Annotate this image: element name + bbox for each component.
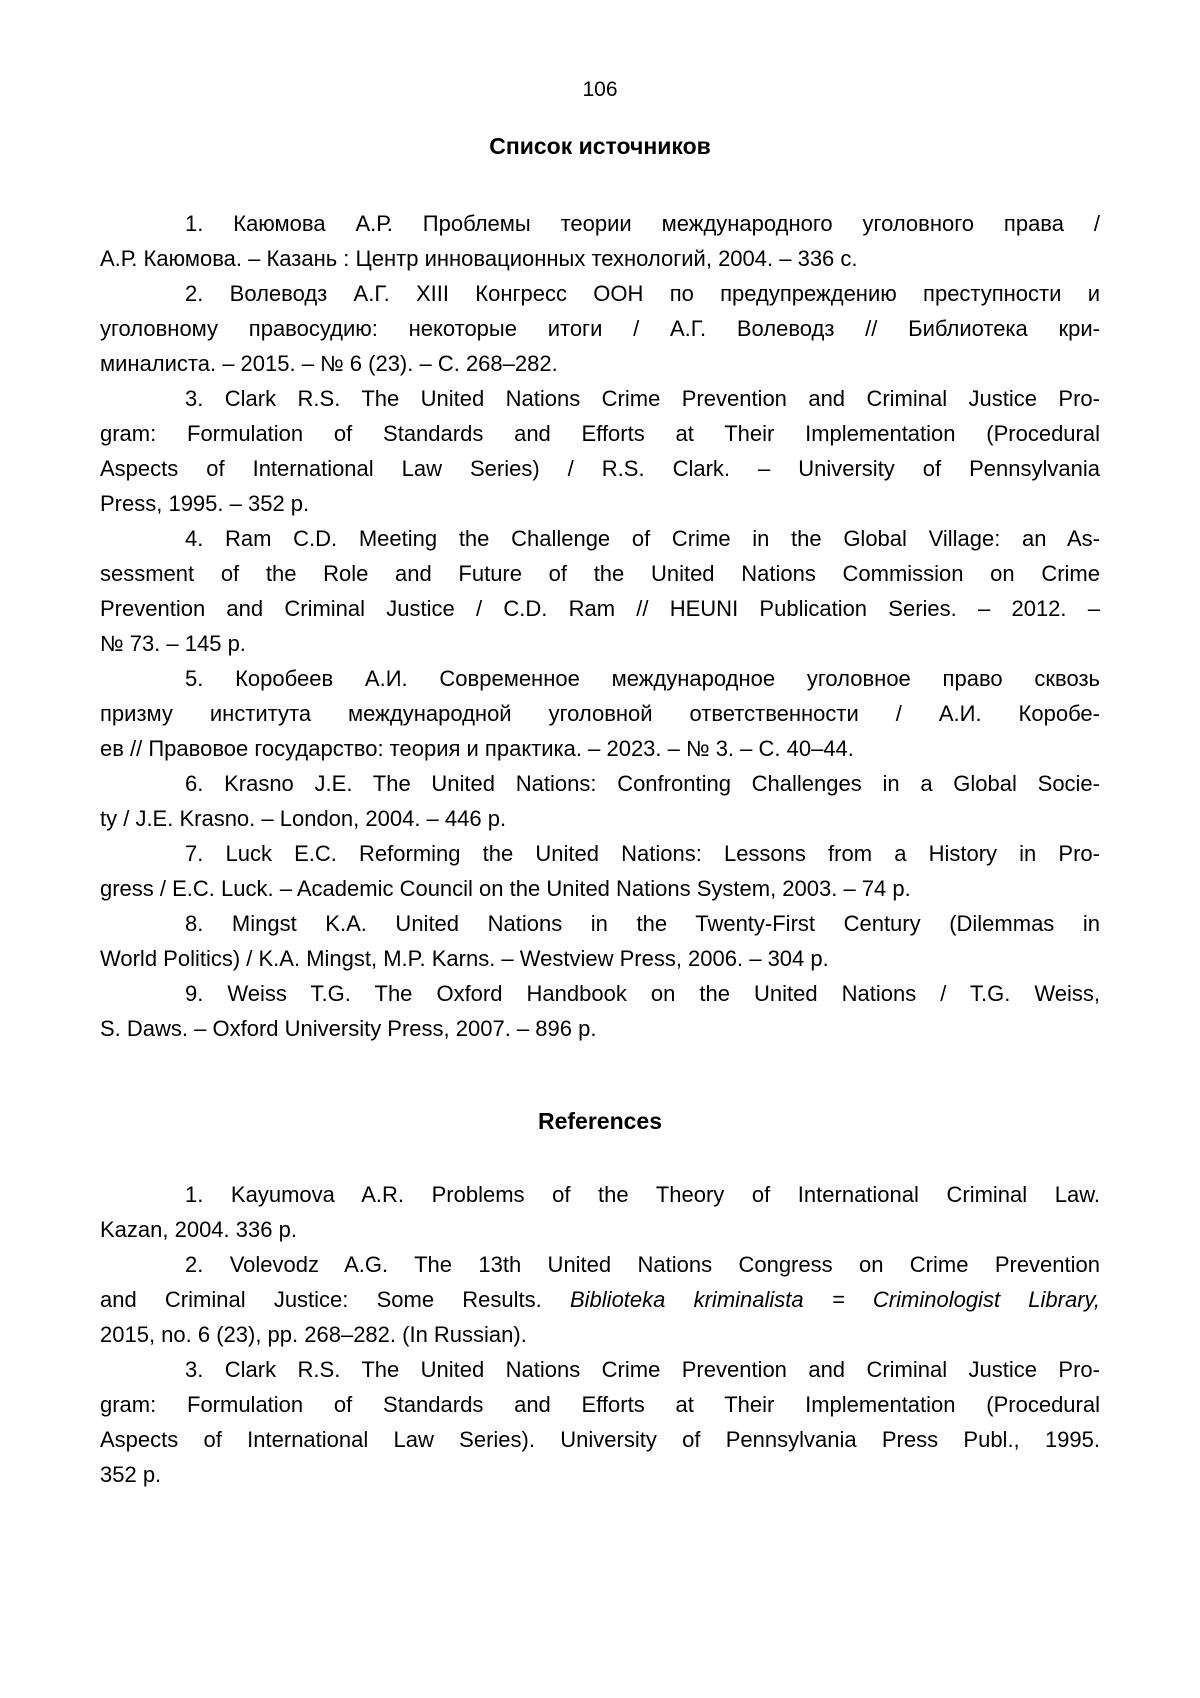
reference-entry [100,836,1100,906]
reference-line [100,521,1100,556]
text-segment: 4. Ram C.D. Meeting the Challenge of Crime in the Global Village: an As- [185,526,1100,551]
text-segment: 3. Clark R.S. The United Nations Crime Prevention and Criminal Justice Pro- [185,386,1100,411]
text-segment: 2. Volevodz A.G. The 13th United Nations Congress on Crime Prevention [185,1252,1100,1277]
text-segment: 1. Каюмова А.Р. Проблемы теории международного уголовного права / [185,211,1100,236]
text-segment: уголовному правосудию: некоторые итоги / А.Г. Волеводз // Библиотека кри- [100,316,1100,341]
reference-entry [100,906,1100,976]
text-segment: № 73. – 145 p. [100,631,246,656]
reference-line [100,451,1100,486]
text-segment: 2. Волеводз А.Г. XIII Конгресс ООН по предупреждению преступности и [185,281,1100,306]
text-segment: gram: Formulation of Standards and Efforts at Their Implementation (Procedural [100,1392,1100,1417]
text-segment: and Criminal Justice: Some Results. [100,1287,570,1312]
reference-line [100,626,1100,661]
reference-line [100,871,1100,906]
text-segment: Press, 1995. – 352 p. [100,491,310,516]
reference-list-russian [100,206,1100,1046]
reference-entry [100,766,1100,836]
reference-line [100,1352,1100,1387]
reference-line [100,661,1100,696]
reference-entry [100,661,1100,766]
text-segment: Prevention and Criminal Justice / C.D. Ram // HEUNI Publication Series. – 2012. – [100,596,1100,621]
heading-russian-sources: Список источников [489,133,711,159]
reference-entry [100,1177,1100,1247]
reference-entry [100,1247,1100,1352]
reference-entry [100,521,1100,661]
reference-line [100,591,1100,626]
text-segment: ty / J.E. Krasno. – London, 2004. – 446 p. [100,806,507,831]
text-segment: ев // Правовое государство: теория и практика. – 2023. – № 3. – С. 40–44. [100,736,854,761]
text-segment: призму института международной уголовной ответственности / А.И. Коробе- [100,701,1100,726]
reference-line [100,836,1100,871]
text-segment: 7. Luck E.C. Reforming the United Nations: Lessons from a History in Pro- [185,841,1100,866]
reference-line [100,311,1100,346]
reference-entry [100,1352,1100,1492]
text-segment: 8. Mingst K.A. United Nations in the Twenty-First Century (Dilemmas in [185,911,1100,936]
text-segment: sessment of the Role and Future of the United Nations Commission on Crime [100,561,1100,586]
reference-entry [100,206,1100,276]
reference-line [100,1317,1100,1352]
text-segment: 352 p. [100,1462,162,1487]
reference-line [100,206,1100,241]
reference-line [100,1387,1100,1422]
reference-line [100,1422,1100,1457]
reference-line [100,556,1100,591]
text-segment: S. Daws. – Oxford University Press, 2007. – 896 p. [100,1016,597,1041]
text-segment: 2015, no. 6 (23), pp. 268–282. (In Russian). [100,1322,527,1347]
text-segment: Aspects of International Law Series). University of Pennsylvania Press Publ., 1995. [100,1427,1100,1452]
reference-line [100,1011,1100,1046]
text-segment: gress / E.C. Luck. – Academic Council on the United Nations System, 2003. – 74 p. [100,876,911,901]
reference-line [100,731,1100,766]
text-segment: 1. Kayumova A.R. Problems of the Theory of International Criminal Law. [185,1182,1100,1207]
text-segment: миналиста. – 2015. – № 6 (23). – С. 268–282. [100,351,558,376]
text-segment: А.Р. Каюмова. – Казань : Центр инновационных технологий, 2004. – 336 с. [100,246,858,271]
reference-line [100,1177,1100,1212]
reference-line [100,1457,1100,1492]
reference-line [100,801,1100,836]
text-segment: 3. Clark R.S. The United Nations Crime Prevention and Criminal Justice Pro- [185,1357,1100,1382]
reference-line [100,346,1100,381]
reference-list-english [100,1177,1100,1492]
reference-line [100,976,1100,1011]
text-segment: Aspects of International Law Series) / R.S. Clark. – University of Pennsylvania [100,456,1100,481]
reference-line [100,486,1100,521]
text-segment-italic: Biblioteka kriminalista = Criminologist Library, [570,1287,1100,1312]
text-segment: 5. Коробеев А.И. Современное международное уголовное право сквозь [185,666,1100,691]
text-segment: 6. Krasno J.E. The United Nations: Confronting Challenges in a Global Socie- [185,771,1100,796]
reference-line [100,1282,1100,1317]
page-number: 106 [582,78,618,101]
reference-line [100,1212,1100,1247]
reference-entry [100,976,1100,1046]
text-segment: 9. Weiss T.G. The Oxford Handbook on the United Nations / T.G. Weiss, [185,981,1100,1006]
reference-line [100,241,1100,276]
reference-entry [100,381,1100,521]
reference-line [100,416,1100,451]
reference-line [100,906,1100,941]
text-segment: World Politics) / K.A. Mingst, M.P. Karns. – Westview Press, 2006. – 304 p. [100,946,829,971]
reference-entry [100,276,1100,381]
text-segment: Kazan, 2004. 336 p. [100,1217,297,1242]
text-segment: gram: Formulation of Standards and Efforts at Their Implementation (Procedural [100,421,1100,446]
reference-line [100,1247,1100,1282]
heading-references: References [537,1108,663,1134]
reference-line [100,941,1100,976]
reference-line [100,696,1100,731]
reference-line [100,276,1100,311]
reference-line [100,381,1100,416]
reference-line [100,766,1100,801]
